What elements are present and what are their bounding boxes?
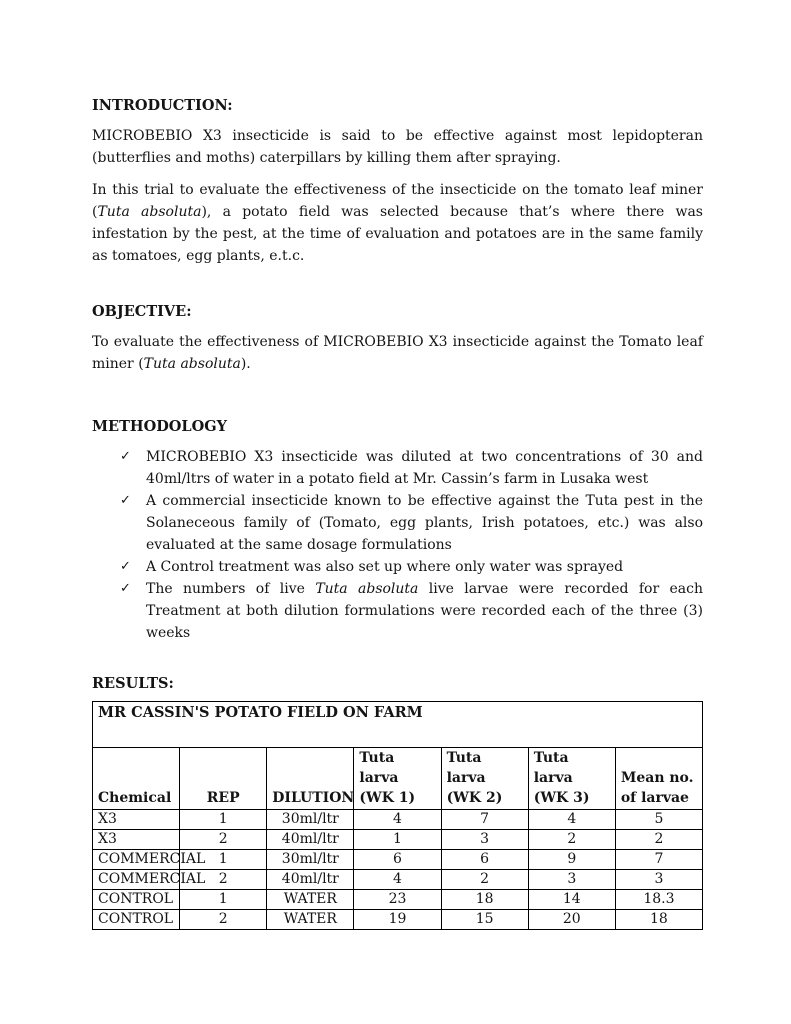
objective-paragraph bbox=[92, 331, 703, 375]
cell-mean: 2 bbox=[615, 830, 702, 850]
column-header-wk3: Tuta larva (WK 3) bbox=[528, 748, 615, 810]
cell-wk2: 7 bbox=[441, 810, 528, 830]
methodology-bullet-list bbox=[92, 446, 703, 644]
text-run: A Control treatment was also set up where only water was sprayed bbox=[146, 559, 624, 575]
bullet-text bbox=[146, 556, 703, 578]
cell-wk1: 4 bbox=[354, 870, 441, 890]
bullet-text bbox=[146, 446, 703, 490]
column-header-wk1: Tuta larva (WK 1) bbox=[354, 748, 441, 810]
column-header-dilution: DILUTION bbox=[267, 748, 354, 810]
cell-rep: 2 bbox=[180, 830, 267, 850]
checkmark-icon: ✓ bbox=[120, 581, 131, 596]
cell-wk3: 3 bbox=[528, 870, 615, 890]
checkmark-icon: ✓ bbox=[120, 449, 131, 464]
table-row bbox=[93, 890, 703, 910]
table-row bbox=[93, 910, 703, 930]
table-title: MR CASSIN'S POTATO FIELD ON FARM bbox=[93, 702, 703, 748]
section-objective bbox=[92, 301, 703, 375]
text-run: To evaluate the effectiveness of MICROBEBIO X3 insecticide against the Tomato leaf miner ( bbox=[92, 334, 703, 372]
cell-wk3: 14 bbox=[528, 890, 615, 910]
column-header-wk2: Tuta larva (WK 2) bbox=[441, 748, 528, 810]
table-row bbox=[93, 810, 703, 830]
text-run: ). bbox=[240, 356, 251, 372]
cell-mean: 3 bbox=[615, 870, 702, 890]
objective-heading: OBJECTIVE: bbox=[92, 303, 192, 320]
cell-wk1: 19 bbox=[354, 910, 441, 930]
bullet-text bbox=[146, 490, 703, 556]
column-header-rep: REP bbox=[180, 748, 267, 810]
species-name-italic: Tuta absoluta bbox=[315, 581, 419, 597]
cell-wk3: 9 bbox=[528, 850, 615, 870]
introduction-paragraph-1: MICROBEBIO X3 insecticide is said to be effective against most lepidopteran (butterflies and moths) caterpillars by killing them after spraying. bbox=[92, 128, 703, 166]
cell-mean: 5 bbox=[615, 810, 702, 830]
table-title-row bbox=[93, 702, 703, 748]
cell-dilution: 40ml/ltr bbox=[267, 830, 354, 850]
cell-wk2: 2 bbox=[441, 870, 528, 890]
cell-rep: 1 bbox=[180, 890, 267, 910]
cell-mean: 7 bbox=[615, 850, 702, 870]
list-item bbox=[120, 556, 703, 578]
methodology-heading: METHODOLOGY bbox=[92, 418, 227, 435]
table-header-row bbox=[93, 748, 703, 810]
cell-wk3: 4 bbox=[528, 810, 615, 830]
cell-rep: 1 bbox=[180, 850, 267, 870]
cell-rep: 2 bbox=[180, 870, 267, 890]
cell-wk2: 15 bbox=[441, 910, 528, 930]
table-row bbox=[93, 830, 703, 850]
cell-chemical: COMMERCIAL bbox=[93, 870, 180, 890]
list-item bbox=[120, 578, 703, 644]
cell-chemical: X3 bbox=[93, 810, 180, 830]
cell-chemical: COMMERCIAL bbox=[93, 850, 180, 870]
cell-wk1: 6 bbox=[354, 850, 441, 870]
cell-dilution: 30ml/ltr bbox=[267, 850, 354, 870]
cell-rep: 2 bbox=[180, 910, 267, 930]
section-methodology bbox=[92, 416, 703, 644]
text-run: ), a potato field was selected because that’s where there was infestation by the pest, at the time of evaluation and potatoes are in the same family as tomatoes, egg plants, e.t.c. bbox=[92, 204, 703, 264]
list-item bbox=[120, 490, 703, 556]
cell-wk1: 23 bbox=[354, 890, 441, 910]
cell-chemical: CONTROL bbox=[93, 910, 180, 930]
cell-wk3: 2 bbox=[528, 830, 615, 850]
results-heading: RESULTS: bbox=[92, 675, 174, 692]
section-results bbox=[92, 673, 703, 930]
cell-rep: 1 bbox=[180, 810, 267, 830]
text-run: The numbers of live bbox=[146, 581, 316, 597]
section-introduction bbox=[92, 95, 703, 267]
cell-dilution: 30ml/ltr bbox=[267, 810, 354, 830]
column-header-mean: Mean no. of larvae bbox=[615, 748, 702, 810]
introduction-heading: INTRODUCTION: bbox=[92, 97, 233, 114]
cell-chemical: CONTROL bbox=[93, 890, 180, 910]
table-row bbox=[93, 870, 703, 890]
cell-wk1: 4 bbox=[354, 810, 441, 830]
cell-wk1: 1 bbox=[354, 830, 441, 850]
cell-wk2: 3 bbox=[441, 830, 528, 850]
cell-wk3: 20 bbox=[528, 910, 615, 930]
introduction-paragraph-2 bbox=[92, 179, 703, 267]
text-run: MICROBEBIO X3 insecticide was diluted at two concentrations of 30 and 40ml/ltrs of water in a potato field at Mr. Cassin’s farm in Lusaka west bbox=[146, 449, 703, 487]
text-run: A commercial insecticide known to be effective against the Tuta pest in the Solaneceous family of (Tomato, egg plants, Irish potatoes, etc.) was also evaluated at the same dosage formulations bbox=[146, 493, 703, 553]
checkmark-icon: ✓ bbox=[120, 559, 131, 574]
cell-wk2: 18 bbox=[441, 890, 528, 910]
results-table bbox=[92, 701, 703, 930]
cell-mean: 18 bbox=[615, 910, 702, 930]
checkmark-icon: ✓ bbox=[120, 493, 131, 508]
table-row bbox=[93, 850, 703, 870]
bullet-text bbox=[146, 578, 703, 644]
cell-dilution: WATER bbox=[267, 910, 354, 930]
text-run: live larvae were recorded for each Treatment at both dilution formulations were recorded each of the three (3) weeks bbox=[146, 581, 703, 641]
list-item bbox=[120, 446, 703, 490]
species-name-italic: Tuta absoluta bbox=[97, 204, 202, 220]
species-name-italic: Tuta absoluta bbox=[143, 356, 241, 372]
cell-dilution: WATER bbox=[267, 890, 354, 910]
text-run: In this trial to evaluate the effectiveness of the insecticide on the tomato leaf miner ( bbox=[92, 182, 703, 220]
cell-wk2: 6 bbox=[441, 850, 528, 870]
column-header-chemical: Chemical bbox=[93, 748, 180, 810]
cell-dilution: 40ml/ltr bbox=[267, 870, 354, 890]
cell-chemical: X3 bbox=[93, 830, 180, 850]
cell-mean: 18.3 bbox=[615, 890, 702, 910]
